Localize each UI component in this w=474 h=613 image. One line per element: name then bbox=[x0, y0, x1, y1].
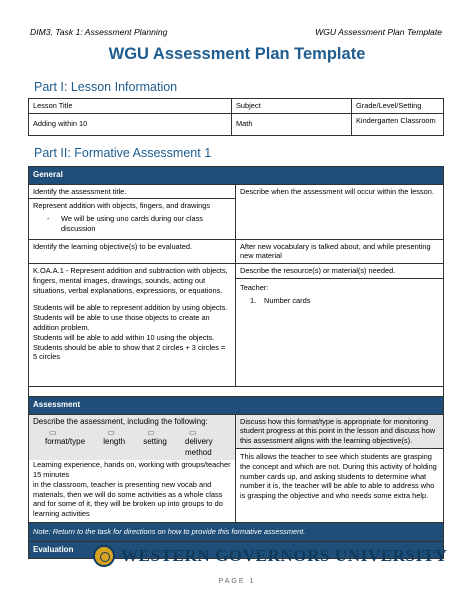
objective-text-3: Students will be able to use those objects to create an addition problem. bbox=[33, 313, 210, 332]
describe-cell bbox=[29, 414, 236, 522]
resource-item-number: 1. bbox=[250, 295, 257, 305]
format-type-item: ▭ format/type bbox=[45, 428, 86, 447]
assessment-title-text: Represent addition with objects, fingers, and drawings bbox=[33, 201, 211, 211]
identify-title-prompt: Identify the assessment title. bbox=[29, 184, 236, 199]
running-header-left: DIM3, Task 1: Assessment Planning bbox=[30, 27, 168, 37]
resources-prompt: Describe the resource(s) or material(s) needed. bbox=[236, 264, 443, 279]
wgu-logo-text: WESTERN GOVERNORS UNIVERSITY bbox=[121, 546, 448, 565]
describe-prompt: Describe the assessment, including the following: bbox=[29, 415, 235, 428]
wgu-logo bbox=[93, 545, 448, 567]
when-prompt: Describe when the assessment will occur within the lesson. bbox=[236, 184, 444, 239]
formative-assessment-table bbox=[28, 166, 444, 559]
discuss-cell bbox=[236, 414, 444, 522]
val-grade: Kindergarten Classroom bbox=[352, 113, 444, 135]
general-band: General bbox=[29, 167, 444, 185]
discuss-prompt: Discuss how this format/type is appropriate for monitoring student progress at this point in the lesson and discuss how this assessment aligns with the learning objective(s). bbox=[236, 415, 443, 449]
page-number: PAGE 1 bbox=[218, 578, 256, 585]
lesson-info-table bbox=[28, 98, 444, 136]
length-item: ▭ length bbox=[103, 428, 126, 447]
objective-text-2: Students will be able to represent addition by using objects. bbox=[33, 303, 228, 313]
title-bullet bbox=[47, 214, 231, 234]
objective-prompt: Identify the learning objective(s) to be evaluated. bbox=[29, 239, 236, 264]
objective-text-4: Students will be able to add within 10 using the objects. bbox=[33, 332, 215, 342]
val-lesson-title: Adding within 10 bbox=[29, 113, 232, 135]
resources-cell bbox=[236, 264, 444, 387]
resource-item bbox=[250, 296, 439, 306]
assessment-title-cell bbox=[29, 199, 236, 239]
document-title: WGU Assessment Plan Template bbox=[108, 45, 366, 63]
discuss-text: This allows the teacher to see which students are grasping the concept and which are not. During this activity of holding number cards up, and asking students to determine what number it is, the teacher will be able to able to address who is grasping the objective and who needs some extra help. bbox=[240, 451, 437, 501]
val-subject: Math bbox=[232, 113, 352, 135]
part2-heading: Part II: Formative Assessment 1 bbox=[34, 146, 212, 160]
objective-cell bbox=[29, 264, 236, 387]
describe-text-2: 15 minutes bbox=[33, 470, 70, 480]
placeholder-icon: ▭ bbox=[147, 428, 155, 438]
col-lesson-title: Lesson Title bbox=[29, 99, 232, 114]
when-text: After new vocabulary is talked about, and while presenting new material bbox=[236, 239, 444, 264]
wgu-seal-icon bbox=[93, 545, 115, 567]
describe-text-3: in the classroom, teacher is presenting new vocab and materials, then we will do some activities as a whole class and for some of it, they will be broken up into groups to do learning activities bbox=[33, 479, 223, 519]
bullet-dash: - bbox=[47, 214, 50, 224]
evaluation-band: Evaluation bbox=[29, 541, 444, 559]
delivery-method-item: ▭ delivery method bbox=[185, 428, 213, 457]
running-header-right: WGU Assessment Plan Template bbox=[315, 27, 442, 37]
task-note: Note: Return to the task for directions on how to provide this formative assessment. bbox=[29, 522, 444, 541]
describe-icons bbox=[29, 427, 235, 460]
resources-teacher: Teacher: bbox=[240, 282, 269, 292]
assessment-band: Assessment bbox=[29, 397, 444, 415]
setting-item: ▭ setting bbox=[143, 428, 167, 447]
placeholder-icon: ▭ bbox=[189, 428, 197, 438]
placeholder-icon: ▭ bbox=[107, 428, 115, 438]
objective-text-1: K.OA.A.1 - Represent addition and subtraction with objects, fingers, mental images, drawings, sounds, acting out situations, verbal explanations, expressions, or equations. bbox=[33, 266, 228, 295]
col-grade: Grade/Level/Setting bbox=[352, 99, 444, 114]
title-bullet-text: We will be using uno cards during our class discussion bbox=[61, 214, 203, 233]
placeholder-icon: ▭ bbox=[49, 428, 57, 438]
describe-text-1: Learning experience, hands on, working with groups/teacher bbox=[33, 460, 231, 470]
part1-heading: Part I: Lesson Information bbox=[34, 80, 178, 94]
col-subject: Subject bbox=[232, 99, 352, 114]
resource-item-text: Number cards bbox=[264, 295, 311, 305]
objective-text-5: Students should be able to show that 2 circles + 3 circles = 5 circles bbox=[33, 342, 226, 362]
